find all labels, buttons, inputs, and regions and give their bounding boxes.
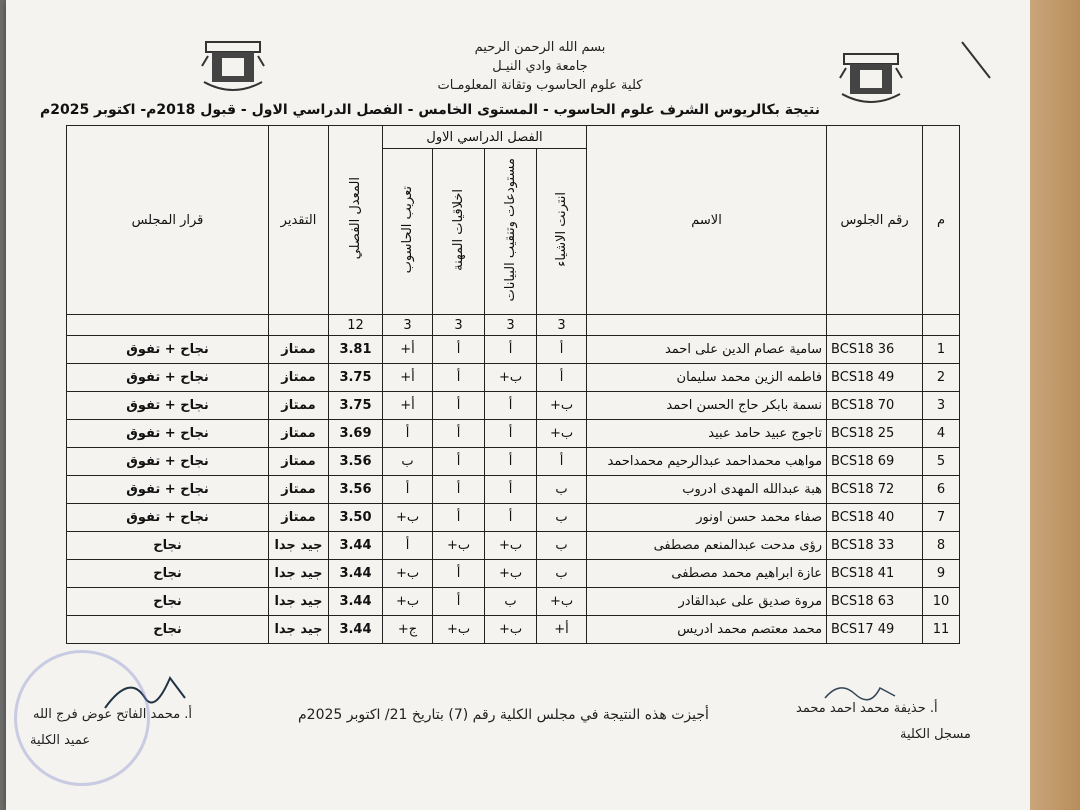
results-title: نتيجة بكالريوس الشرف علوم الحاسوب - المستوى الخامس - الفصل الدراسي الاول - قبول 2018م- اكتوبر 2025م (39, 102, 820, 118)
grade-course-1: أ (537, 364, 587, 392)
university-name: جامعة وادي النيـل (492, 59, 588, 74)
row-index: 7 (923, 504, 960, 532)
row-index: 9 (923, 560, 960, 588)
council-decision: نجاح + تفوق (67, 476, 269, 504)
credits-spacer (827, 315, 923, 336)
course-label-1: انترنت الاشياء (554, 192, 570, 267)
final-grade: جيد جدا (269, 560, 329, 588)
final-grade: جيد جدا (269, 616, 329, 644)
grade-course-3: أ (433, 364, 485, 392)
grade-course-2: أ (485, 420, 537, 448)
grade-course-1: أ (537, 336, 587, 364)
grade-course-1: ب (537, 476, 587, 504)
council-decision: نجاح (67, 588, 269, 616)
grade-course-4: ج+ (383, 616, 433, 644)
grade-course-2: ب+ (485, 532, 537, 560)
table-row (67, 560, 960, 588)
course-header-2 (485, 149, 537, 315)
grade-course-3: أ (433, 420, 485, 448)
seat-number: BCS18 49 (827, 364, 923, 392)
university-logo-left (198, 36, 268, 96)
college-stamp (14, 650, 150, 786)
dean-title: عميد الكلية (30, 733, 91, 748)
seat-number: BCS18 72 (827, 476, 923, 504)
grade-course-3: أ (433, 504, 485, 532)
dean-name: أ. محمد الفاتح عوض فرج الله (33, 707, 193, 722)
grade-course-3: أ (433, 392, 485, 420)
col-decision-header: قرار المجلس (67, 126, 269, 315)
council-decision: نجاح (67, 560, 269, 588)
seat-number: BCS18 25 (827, 420, 923, 448)
grade-course-1: أ+ (537, 616, 587, 644)
grade-course-2: أ (485, 476, 537, 504)
grade-course-3: أ (433, 336, 485, 364)
registrar-signature (820, 676, 900, 706)
table-row (67, 448, 960, 476)
semester-gpa: 3.81 (329, 336, 383, 364)
student-name: صفاء محمد حسن اونور (587, 504, 827, 532)
seat-number: BCS18 69 (827, 448, 923, 476)
seat-number: BCS18 36 (827, 336, 923, 364)
grade-course-4: أ+ (383, 336, 433, 364)
row-index: 6 (923, 476, 960, 504)
results-table (66, 125, 960, 644)
col-grade-header: التقدير (269, 126, 329, 315)
grade-course-4: ب (383, 448, 433, 476)
row-index: 5 (923, 448, 960, 476)
seat-number: BCS18 33 (827, 532, 923, 560)
grade-course-3: ب+ (433, 616, 485, 644)
row-index: 8 (923, 532, 960, 560)
grade-course-3: أ (433, 560, 485, 588)
grade-course-1: ب+ (537, 588, 587, 616)
student-name: عازة ابراهيم محمد مصطفى (587, 560, 827, 588)
final-grade: جيد جدا (269, 588, 329, 616)
grade-course-1: ب+ (537, 392, 587, 420)
credits-3: 3 (433, 315, 485, 336)
semester-gpa: 3.44 (329, 560, 383, 588)
row-index: 4 (923, 420, 960, 448)
col-seat-header: رقم الجلوس (827, 126, 923, 315)
council-decision: نجاح + تفوق (67, 504, 269, 532)
background-wall (1030, 0, 1080, 810)
student-name: نسمة بابكر حاج الحسن احمد (587, 392, 827, 420)
document-header (300, 38, 780, 95)
semester-gpa: 3.75 (329, 364, 383, 392)
gpa-credits: 12 (329, 315, 383, 336)
grade-course-2: ب (485, 588, 537, 616)
credits-4: 3 (383, 315, 433, 336)
council-decision: نجاح + تفوق (67, 336, 269, 364)
col-gpa-header (329, 126, 383, 315)
course-label-3: اخلاقيات المهنة (451, 188, 467, 271)
final-grade: جيد جدا (269, 532, 329, 560)
col-name-header: الاسم (587, 126, 827, 315)
row-index: 11 (923, 616, 960, 644)
credits-spacer (269, 315, 329, 336)
council-decision: نجاح + تفوق (67, 420, 269, 448)
student-name: محمد معتصم محمد ادريس (587, 616, 827, 644)
grade-course-3: أ (433, 588, 485, 616)
final-grade: ممتاز (269, 336, 329, 364)
course-header-1 (537, 149, 587, 315)
final-grade: ممتاز (269, 420, 329, 448)
grade-course-4: ب+ (383, 560, 433, 588)
registrar-name: أ. حذيفة محمد احمد محمد (796, 701, 938, 716)
credits-1: 3 (537, 315, 587, 336)
grade-course-4: أ (383, 476, 433, 504)
table-row (67, 616, 960, 644)
course-header-3 (433, 149, 485, 315)
course-header-4 (383, 149, 433, 315)
grade-course-4: أ (383, 420, 433, 448)
semester-group-header: الفصل الدراسي الاول (383, 126, 587, 149)
grade-course-2: أ (485, 392, 537, 420)
course-label-4: تعريب الحاسوب (400, 185, 416, 274)
grade-course-1: ب+ (537, 420, 587, 448)
seat-number: BCS17 49 (827, 616, 923, 644)
table-row (67, 504, 960, 532)
credits-spacer (587, 315, 827, 336)
council-decision: نجاح + تفوق (67, 448, 269, 476)
student-name: فاطمه الزين محمد سليمان (587, 364, 827, 392)
grade-course-1: ب (537, 504, 587, 532)
semester-gpa: 3.50 (329, 504, 383, 532)
grade-course-4: ب+ (383, 588, 433, 616)
council-decision: نجاح (67, 616, 269, 644)
student-name: هبة عبدالله المهدى ادروب (587, 476, 827, 504)
seat-number: BCS18 70 (827, 392, 923, 420)
grade-course-1: ب (537, 560, 587, 588)
grade-course-3: أ (433, 448, 485, 476)
table-row (67, 532, 960, 560)
grade-course-4: ب+ (383, 504, 433, 532)
semester-gpa: 3.44 (329, 588, 383, 616)
grade-course-2: أ (485, 504, 537, 532)
table-row (67, 336, 960, 364)
seat-number: BCS18 41 (827, 560, 923, 588)
college-name: كلية علوم الحاسوب وتقانة المعلومـات (437, 78, 643, 93)
final-grade: ممتاز (269, 364, 329, 392)
semester-gpa: 3.44 (329, 532, 383, 560)
semester-gpa: 3.56 (329, 448, 383, 476)
row-index: 10 (923, 588, 960, 616)
course-label-2: مستودعات وتنقيب البيانات (503, 157, 519, 302)
table-row (67, 588, 960, 616)
table-row (67, 476, 960, 504)
semester-gpa: 3.44 (329, 616, 383, 644)
registrar-title: مسجل الكلية (900, 727, 971, 742)
credits-spacer (923, 315, 960, 336)
grade-course-3: أ (433, 476, 485, 504)
council-decision: نجاح + تفوق (67, 392, 269, 420)
final-grade: ممتاز (269, 448, 329, 476)
student-name: سامية عصام الدين على احمد (587, 336, 827, 364)
grade-course-3: ب+ (433, 532, 485, 560)
approval-note: أجيزت هذه النتيجة في مجلس الكلية رقم (7) بتاريخ 21/ اكتوبر 2025م (298, 707, 709, 723)
final-grade: ممتاز (269, 504, 329, 532)
council-decision: نجاح + تفوق (67, 364, 269, 392)
grade-course-4: أ+ (383, 364, 433, 392)
table-row (67, 420, 960, 448)
grade-course-1: أ (537, 448, 587, 476)
grade-course-2: ب+ (485, 616, 537, 644)
student-name: تاجوج عبيد حامد عبيد (587, 420, 827, 448)
grade-course-2: ب+ (485, 364, 537, 392)
row-index: 2 (923, 364, 960, 392)
university-logo-right (836, 48, 906, 108)
row-index: 1 (923, 336, 960, 364)
seat-number: BCS18 63 (827, 588, 923, 616)
semester-gpa: 3.69 (329, 420, 383, 448)
council-decision: نجاح (67, 532, 269, 560)
student-name: رؤى مدحت عبدالمنعم مصطفى (587, 532, 827, 560)
basmala: بسم الله الرحمن الرحيم (474, 40, 606, 55)
grade-course-4: أ (383, 532, 433, 560)
row-index: 3 (923, 392, 960, 420)
grade-course-2: ب+ (485, 560, 537, 588)
col-gpa-label: المعدل الفصلي (348, 176, 363, 260)
table-row (67, 392, 960, 420)
semester-gpa: 3.56 (329, 476, 383, 504)
semester-gpa: 3.75 (329, 392, 383, 420)
grade-course-4: أ+ (383, 392, 433, 420)
final-grade: ممتاز (269, 476, 329, 504)
credits-2: 3 (485, 315, 537, 336)
student-name: مروة صديق على عبدالقادر (587, 588, 827, 616)
credits-spacer (67, 315, 269, 336)
student-name: مواهب محمداحمد عبدالرحيم محمداحمد (587, 448, 827, 476)
grade-course-1: ب (537, 532, 587, 560)
col-index-header: م (923, 126, 960, 315)
final-grade: ممتاز (269, 392, 329, 420)
table-row (67, 364, 960, 392)
pen-mark (960, 40, 992, 80)
grade-course-2: أ (485, 336, 537, 364)
seat-number: BCS18 40 (827, 504, 923, 532)
grade-course-2: أ (485, 448, 537, 476)
